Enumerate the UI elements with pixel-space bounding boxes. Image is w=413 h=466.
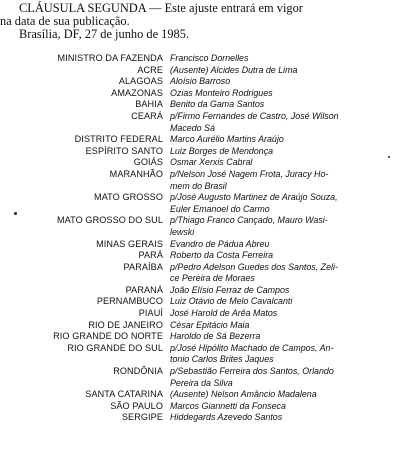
signature-signer-name: Hiddegards Azevedo Santos — [170, 412, 283, 423]
clause-paragraph — [0, 2, 410, 42]
signature-state-label: DISTRITO FEDERAL — [74, 134, 163, 145]
signature-row — [0, 320, 413, 332]
signature-row — [0, 366, 413, 389]
signature-state-label: MATO GROSSO DO SUL — [56, 215, 163, 226]
signature-state-label: MINISTRO DA FAZENDA — [57, 53, 163, 63]
signature-state-label: SANTA CATARINA — [85, 389, 163, 400]
signature-row — [0, 76, 413, 88]
signature-signer-name: p/Pedro Adelson Guedes dos Santos, Zeli- ce Pereira de Moraes — [170, 261, 338, 284]
signature-signer-name: (Ausente) Alcides Dutra de Lima — [170, 64, 298, 75]
signature-row — [0, 401, 413, 413]
signature-state-label: RIO GRANDE DO SUL — [67, 342, 163, 353]
signature-signer-name: João Elísio Ferraz de Campos — [170, 284, 290, 295]
signature-signer-name: (Ausente) Nelson Amâncio Madalena — [170, 389, 317, 400]
signature-state-label: RONDÔNIA — [113, 366, 163, 377]
signature-signer-name: p/Nelson José Nagem Frota, Juracy Ho- mem do Brasil — [170, 168, 329, 191]
signature-row — [0, 134, 413, 146]
signature-row — [0, 215, 413, 238]
signature-state-label: BAHIA — [135, 99, 163, 110]
signature-state-label: PARAÍBA — [123, 261, 163, 272]
signature-row — [0, 146, 413, 158]
clause-date-line: Brasília, DF, 27 de junho de 1985. — [19, 27, 190, 42]
signature-signer-name: p/Sebastião Ferreira dos Santos, Orlando Pereira da Silva — [170, 366, 334, 388]
signature-signer-name: Evandro de Pádua Abreu — [170, 238, 270, 249]
signature-row — [0, 262, 413, 285]
signature-signer-name: p/José Augusto Martinez de Araújo Souza, Euler Emanoel do Carmo — [170, 192, 338, 214]
signature-state-label: AMAZONAS — [111, 87, 163, 98]
print-speck — [14, 212, 17, 215]
signature-state-label: MATO GROSSO — [94, 192, 163, 203]
signature-row — [0, 389, 413, 401]
signature-signer-name: Benito da Gama Santos — [170, 99, 265, 110]
signature-state-label: SERGIPE — [121, 412, 163, 423]
signature-signer-name: Francisco Dornelles — [170, 53, 249, 63]
signature-row — [0, 343, 413, 366]
signature-row — [0, 53, 413, 65]
signature-signer-name: Aloísio Barroso — [170, 76, 231, 87]
print-speck — [388, 156, 390, 158]
signature-row — [0, 192, 413, 215]
signature-state-label: CEARÁ — [131, 110, 163, 121]
signature-row — [0, 285, 413, 297]
signature-row — [0, 412, 413, 424]
signature-list — [0, 53, 413, 424]
signature-state-label: ESPÍRITO SANTO — [85, 145, 163, 156]
signature-row — [0, 239, 413, 251]
signature-row — [0, 308, 413, 320]
signature-signer-name: Ozias Monteiro Rodrigues — [170, 87, 273, 98]
signature-row — [0, 157, 413, 169]
signature-signer-name: p/Thiago Franco Cançado, Mauro Wasi- lewski — [170, 215, 328, 237]
signature-signer-name: Luiz Borges de Mendonça — [170, 145, 274, 156]
signature-signer-name: Marco Aurélio Martins Araújo — [170, 134, 284, 145]
signature-state-label: MINAS GERAIS — [96, 238, 163, 249]
signature-row — [0, 331, 413, 343]
signature-state-label: PIAUÍ — [138, 308, 163, 319]
signature-signer-name: Osmar Xerxis Cabral — [170, 157, 253, 168]
signature-state-label: SÃO PAULO — [110, 400, 163, 411]
signature-signer-name: Luiz Otávio de Melo Cavalcanti — [170, 296, 293, 307]
signature-row — [0, 99, 413, 111]
signature-state-label: MARANHÃO — [109, 168, 163, 179]
signature-state-label: PARANÁ — [125, 284, 163, 295]
signature-state-label: ACRE — [137, 64, 163, 75]
signature-signer-name: José Harold de Arêa Matos — [170, 308, 278, 319]
signature-row — [0, 169, 413, 192]
signature-row — [0, 296, 413, 308]
signature-state-label: RIO GRANDE DO NORTE — [53, 331, 163, 342]
signature-row — [0, 250, 413, 262]
signature-signer-name: Haroldo de Sá Bezerra — [170, 331, 261, 342]
signature-signer-name: Roberto da Costa Ferreira — [170, 250, 274, 261]
clause-heading-line: CLÁUSULA SEGUNDA — Este ajuste entrará em vigor — [19, 1, 303, 15]
signature-state-label: PARÁ — [138, 250, 163, 261]
signature-signer-name: p/José Hipólito Machado de Campos, An- tonio Carlos Brites Jaques — [170, 342, 334, 365]
signature-signer-name: Marcos Giannetti da Fonseca — [170, 400, 286, 411]
signature-signer-name: César Epitácio Maia — [170, 319, 250, 330]
signature-state-label: ALAGOAS — [118, 76, 163, 87]
signature-state-label: RIO DE JANEIRO — [88, 319, 163, 330]
signature-signer-name: p/Firmo Fernandes de Castro, José Wilson Macedo Sá — [170, 110, 339, 133]
signature-row — [0, 88, 413, 100]
signature-row — [0, 111, 413, 134]
signature-row — [0, 65, 413, 77]
signature-state-label: PERNAMBUCO — [96, 296, 163, 307]
clause-text-line: na data de sua publicação. — [0, 14, 130, 29]
signature-state-label: GOIÁS — [133, 157, 163, 168]
